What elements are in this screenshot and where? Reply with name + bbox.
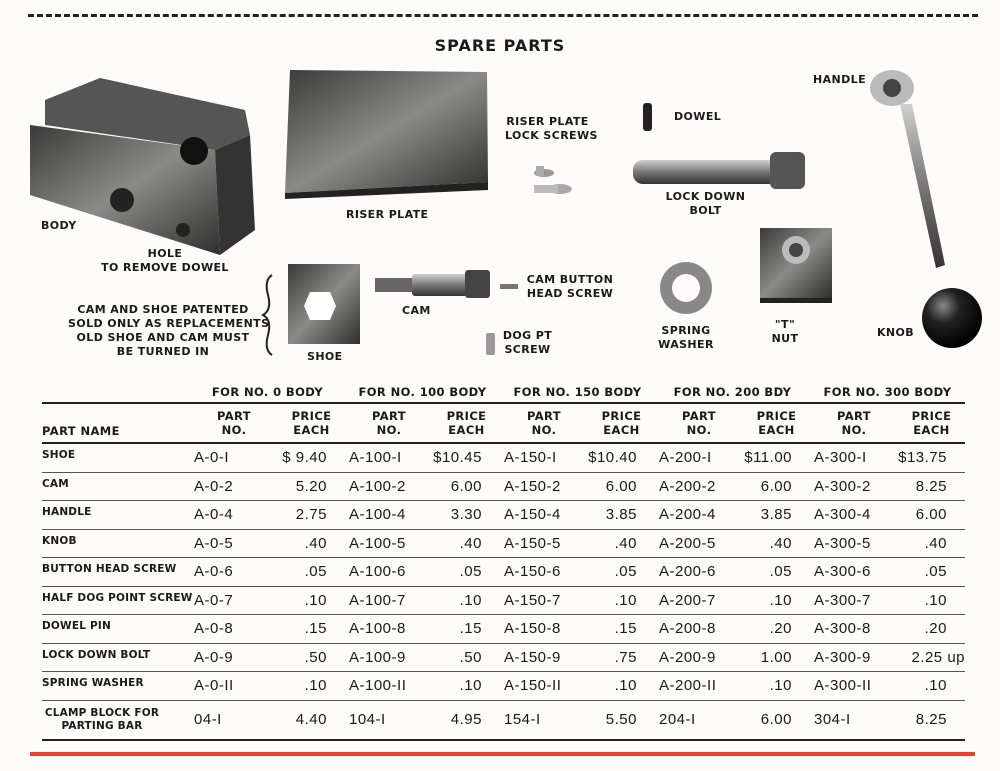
part-number: A-100-4 — [349, 506, 406, 524]
price: .15 — [614, 620, 637, 638]
part-number: A-0-6 — [194, 563, 234, 581]
label-riser-plate: RISER PLATE — [346, 208, 429, 221]
label-t-nut: "T" NUT — [771, 318, 799, 345]
price: .20 — [769, 620, 792, 638]
parts-price-table — [42, 382, 965, 741]
part-name: DOWEL PIN — [42, 620, 111, 632]
price: .10 — [459, 677, 482, 695]
part-number: A-200-I — [659, 449, 712, 467]
label-hole: HOLE TO REMOVE DOWEL — [101, 247, 229, 274]
part-number: A-200-6 — [659, 563, 716, 581]
part-number: A-0-8 — [194, 620, 234, 638]
price: .05 — [304, 563, 327, 581]
price: .15 — [304, 620, 327, 638]
label-handle: HANDLE — [813, 73, 866, 86]
part-number: A-100-II — [349, 677, 407, 695]
part-name: HANDLE — [42, 506, 92, 518]
part-number: A-150-2 — [504, 477, 561, 495]
label-knob: KNOB — [877, 326, 915, 339]
handle-image — [870, 70, 982, 348]
part-name: HALF DOG POINT SCREW — [42, 591, 193, 604]
page-title: SPARE PARTS — [434, 36, 566, 55]
part-number: A-300-I — [814, 449, 867, 467]
table-row — [42, 672, 965, 701]
price: .10 — [614, 677, 637, 695]
price: 5.50 — [605, 711, 637, 728]
part-number: A-100-7 — [349, 591, 406, 609]
part-number: A-300-8 — [814, 620, 871, 638]
part-number: A-150-5 — [504, 534, 561, 552]
part-number: A-100-I — [349, 449, 402, 467]
part-no-header: PART NO. — [216, 409, 252, 437]
price-each-header: PRICE EACH — [446, 409, 487, 437]
group-header: FOR NO. 300 BODY — [823, 385, 952, 399]
price-each-header: PRICE EACH — [291, 409, 332, 437]
price: .40 — [459, 534, 482, 552]
price: 3.30 — [450, 506, 482, 524]
price: .10 — [304, 591, 327, 609]
part-no-header: PART NO. — [836, 409, 872, 437]
group-header-row — [42, 382, 965, 404]
price: .05 — [614, 563, 637, 581]
price: .10 — [924, 591, 947, 609]
label-cam: CAM — [402, 304, 431, 317]
label-spring-washer: SPRING WASHER — [658, 324, 714, 351]
price: .75 — [614, 648, 637, 666]
part-number: A-200-7 — [659, 591, 716, 609]
part-number: A-100-9 — [349, 648, 406, 666]
group-header: FOR NO. 150 BODY — [513, 385, 642, 399]
price: 5.20 — [295, 477, 327, 495]
part-number: A-150-8 — [504, 620, 561, 638]
price: .05 — [459, 563, 482, 581]
part-no-header: PART NO. — [526, 409, 562, 437]
part-name: CLAMP BLOCK FOR PARTING BAR — [44, 706, 160, 732]
knob-image — [922, 288, 982, 348]
t-nut-image — [760, 228, 832, 303]
table-row — [42, 473, 965, 502]
table-row — [42, 644, 965, 673]
price: .50 — [304, 648, 327, 666]
label-dog-pt-screw: DOG PT SCREW — [502, 329, 553, 356]
part-number: A-100-8 — [349, 620, 406, 638]
price: .10 — [614, 591, 637, 609]
price: 3.85 — [605, 506, 637, 524]
part-number: A-200-8 — [659, 620, 716, 638]
column-header-row — [42, 404, 965, 444]
part-number: A-200-5 — [659, 534, 716, 552]
price: 1.00 — [760, 648, 792, 666]
price: 8.25 — [915, 477, 947, 495]
part-number: A-0-II — [194, 677, 234, 695]
part-number: A-0-7 — [194, 591, 234, 609]
part-number: A-150-II — [504, 677, 562, 695]
group-header: FOR NO. 200 BDY — [673, 385, 792, 399]
part-number: 104-I — [349, 711, 386, 728]
label-lock-down-bolt: LOCK DOWN BOLT — [665, 190, 746, 217]
table-row — [42, 701, 965, 741]
price: 4.40 — [295, 711, 327, 728]
price: .10 — [924, 677, 947, 695]
label-cam-button-screw: CAM BUTTON HEAD SCREW — [526, 273, 614, 300]
shoe-image — [288, 264, 360, 344]
price: $ 9.40 — [282, 449, 327, 467]
price: .10 — [459, 591, 482, 609]
price: .50 — [459, 648, 482, 666]
price-each-header: PRICE EACH — [911, 409, 952, 437]
riser-lock-screws-image — [534, 166, 572, 194]
part-name: SHOE — [42, 449, 76, 461]
price: $10.40 — [588, 449, 637, 467]
riser-plate-image — [285, 70, 488, 199]
red-rule — [30, 752, 975, 756]
price: .40 — [769, 534, 792, 552]
part-number: A-300-9 — [814, 648, 871, 666]
price: $11.00 — [744, 449, 792, 467]
table-row — [42, 444, 965, 473]
price: .20 — [924, 620, 947, 638]
part-number: A-300-7 — [814, 591, 871, 609]
part-no-header: PART NO. — [371, 409, 407, 437]
lock-down-bolt-image — [633, 152, 805, 189]
table-row — [42, 558, 965, 587]
part-no-header: PART NO. — [681, 409, 717, 437]
price: 6.00 — [915, 506, 947, 524]
part-number: 154-I — [504, 711, 541, 728]
price: .10 — [304, 677, 327, 695]
price: 6.00 — [760, 477, 792, 495]
part-number: A-100-5 — [349, 534, 406, 552]
price: $13.75 — [898, 449, 947, 467]
price-each-header: PRICE EACH — [756, 409, 797, 437]
label-dowel: DOWEL — [674, 110, 722, 123]
price-each-header: PRICE EACH — [601, 409, 642, 437]
group-header: FOR NO. 100 BODY — [358, 385, 487, 399]
part-number: A-150-4 — [504, 506, 561, 524]
part-name-header: PART NAME — [42, 424, 120, 438]
part-name: SPRING WASHER — [42, 677, 144, 689]
part-number: A-0-4 — [194, 506, 234, 524]
part-number: A-300-5 — [814, 534, 871, 552]
price: .40 — [614, 534, 637, 552]
part-number: A-200-9 — [659, 648, 716, 666]
price: .15 — [459, 620, 482, 638]
part-number: A-200-II — [659, 677, 717, 695]
cam-button-screw-image — [500, 284, 518, 289]
part-number: A-200-4 — [659, 506, 716, 524]
price: .40 — [304, 534, 327, 552]
part-number: A-0-9 — [194, 648, 234, 666]
label-riser-lock-screws: RISER PLATE LOCK SCREWS — [505, 115, 598, 142]
price: 8.25 — [915, 711, 947, 728]
part-name: LOCK DOWN BOLT — [42, 648, 151, 661]
table-row — [42, 501, 965, 530]
table-row — [42, 530, 965, 559]
part-number: 04-I — [194, 711, 222, 728]
part-number: A-150-6 — [504, 563, 561, 581]
brace-icon — [263, 275, 272, 355]
price: 6.00 — [760, 711, 792, 728]
price: .10 — [769, 677, 792, 695]
group-header: FOR NO. 0 BODY — [211, 385, 324, 399]
price: .05 — [924, 563, 947, 581]
label-shoe: SHOE — [307, 350, 343, 363]
patent-note: CAM AND SHOE PATENTED SOLD ONLY AS REPLACEMENTS OLD SHOE AND CAM MUST BE TURNED IN — [68, 303, 270, 358]
table-row — [42, 615, 965, 644]
part-number: A-150-9 — [504, 648, 561, 666]
price: .10 — [769, 591, 792, 609]
part-number: A-300-2 — [814, 477, 871, 495]
label-body: BODY — [41, 219, 77, 232]
price: 3.85 — [760, 506, 792, 524]
part-name: KNOB — [42, 534, 77, 547]
price: 6.00 — [450, 477, 482, 495]
part-number: 304-I — [814, 711, 851, 728]
price: $10.45 — [433, 449, 482, 467]
part-number: A-100-6 — [349, 563, 406, 581]
part-name: BUTTON HEAD SCREW — [42, 563, 177, 575]
dowel-image — [643, 103, 652, 131]
dog-pt-screw-image — [486, 333, 495, 355]
price: 2.25 up — [911, 648, 965, 666]
part-number: A-300-II — [814, 677, 872, 695]
price: 4.95 — [450, 711, 482, 728]
price: .40 — [924, 534, 947, 552]
table-row — [42, 587, 965, 616]
part-number: A-150-7 — [504, 591, 561, 609]
price: 6.00 — [605, 477, 637, 495]
part-number: A-200-2 — [659, 477, 716, 495]
cam-image — [375, 270, 490, 298]
price: 2.75 — [295, 506, 327, 524]
part-number: A-300-6 — [814, 563, 871, 581]
part-number: A-0-I — [194, 449, 230, 467]
part-number: A-0-2 — [194, 477, 234, 495]
part-name: CAM — [42, 477, 69, 490]
part-number: 204-I — [659, 711, 696, 728]
part-number: A-300-4 — [814, 506, 871, 524]
part-number: A-150-I — [504, 449, 557, 467]
part-number: A-100-2 — [349, 477, 406, 495]
part-number: A-0-5 — [194, 534, 234, 552]
price: .05 — [769, 563, 792, 581]
spring-washer-image — [660, 262, 712, 314]
